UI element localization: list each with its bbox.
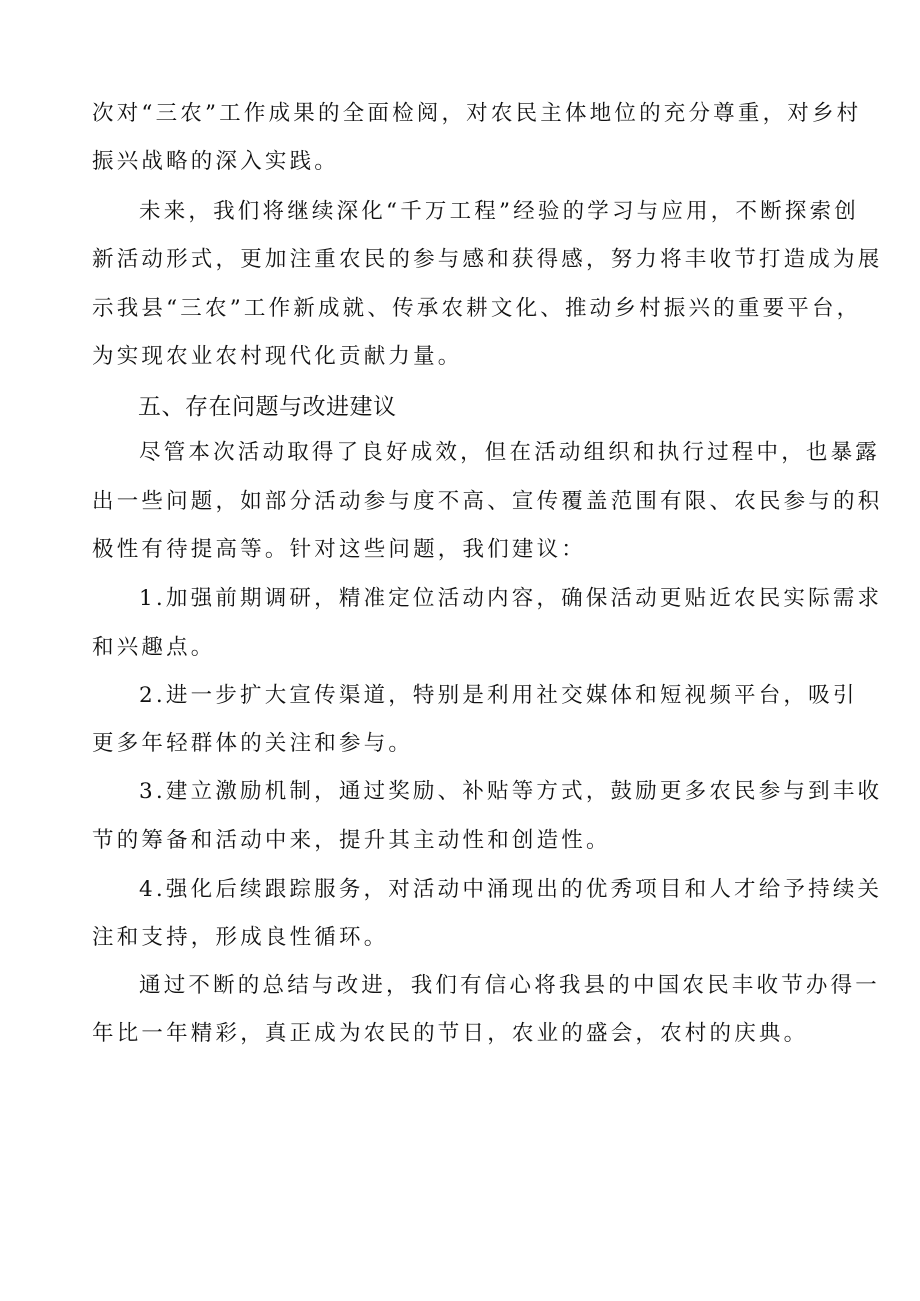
paragraph-line: 通过不断的总结与改进，我们有信心将我县的中国农民丰收节办得一 (139, 973, 881, 998)
paragraph-line: 出一些问题，如部分活动参与度不高、宣传覆盖范围有限、农民参与的积 (92, 489, 883, 514)
paragraph-line: 未来，我们将继续深化“千万工程”经验的学习与应用，不断探索创 (139, 199, 859, 224)
list-item-line: 和兴趣点。 (92, 635, 216, 660)
list-item-line: 节的筹备和活动中来，提升其主动性和创造性。 (92, 828, 611, 853)
list-item-line: 4.强化后续跟踪服务，对活动中涌现出的优秀项目和人才给予持续关 (139, 877, 883, 902)
list-item-line: 注和支持，形成良性循环。 (92, 925, 389, 950)
paragraph-line: 极性有待提高等。针对这些问题，我们建议： (92, 537, 587, 562)
list-item-line: 1.加强前期调研，精准定位活动内容，确保活动更贴近农民实际需求 (139, 586, 883, 611)
paragraph-line: 示我县“三农”工作新成就、传承农耕文化、推动乡村振兴的重要平台， (92, 296, 862, 321)
paragraph-line: 尽管本次活动取得了良好成效，但在活动组织和执行过程中，也暴露 (139, 440, 881, 465)
list-item-line: 3.建立激励机制，通过奖励、补贴等方式，鼓励更多农民参与到丰收 (139, 779, 883, 804)
paragraph-line: 新活动形式，更加注重农民的参与感和获得感，努力将丰收节打造成为展 (92, 247, 883, 272)
list-item-line: 2.进一步扩大宣传渠道，特别是利用社交媒体和短视频平台，吸引 (139, 683, 858, 708)
paragraph-line: 为实现农业农村现代化贡献力量。 (92, 344, 463, 369)
paragraph-line: 振兴战略的深入实践。 (92, 149, 340, 174)
paragraph-line: 年比一年精彩，真正成为农民的节日，农业的盛会，农村的庆典。 (92, 1021, 809, 1046)
paragraph-line: 次对“三农”工作成果的全面检阅，对农民主体地位的充分尊重，对乡村 (92, 101, 862, 126)
list-item-line: 更多年轻群体的关注和参与。 (92, 731, 414, 756)
section-heading: 五、存在问题与改进建议 (138, 394, 397, 420)
